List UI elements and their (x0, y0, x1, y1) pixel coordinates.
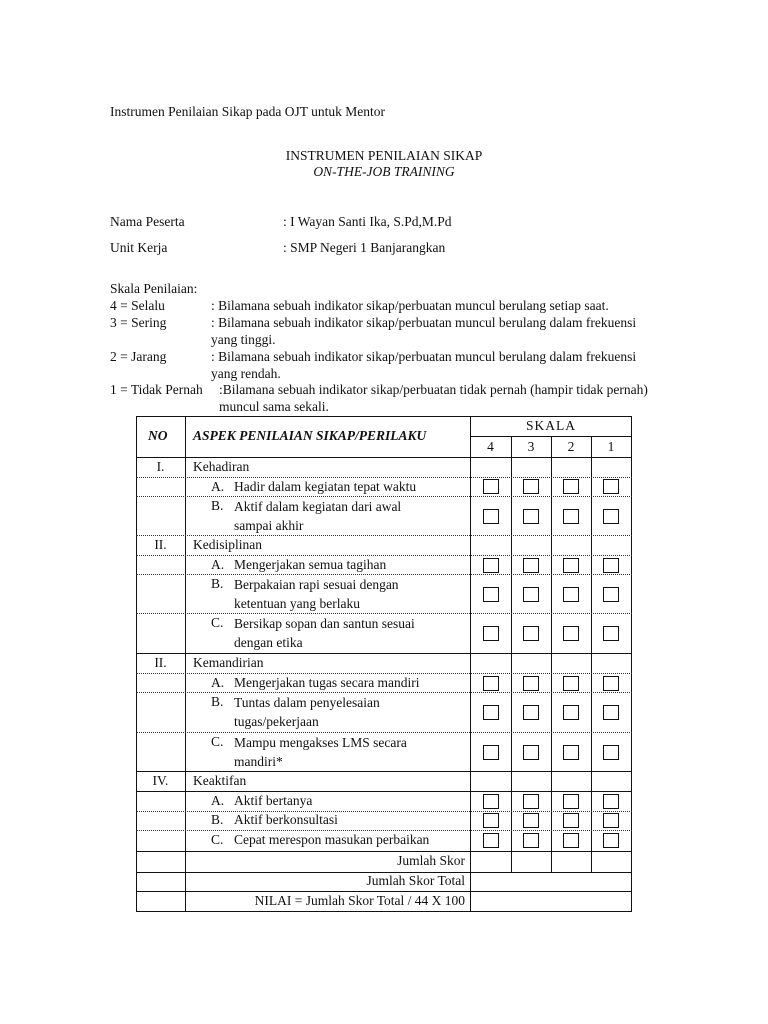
scale-checkbox-4[interactable] (483, 833, 499, 848)
scale-checkbox-3[interactable] (523, 794, 539, 809)
scale-checkbox-4[interactable] (483, 558, 499, 573)
scale-checkbox-3[interactable] (523, 479, 539, 494)
item-letter: C. (211, 734, 224, 749)
item-text: Hadir dalam kegiatan tepat waktu (234, 479, 417, 494)
item-text: Aktif berkonsultasi (234, 812, 338, 827)
name-value: : I Wayan Santi Ika, S.Pd,M.Pd (283, 214, 452, 229)
scale-checkbox-2[interactable] (563, 509, 579, 524)
scale-checkbox-2[interactable] (563, 558, 579, 573)
name-label: Nama Peserta (110, 214, 185, 229)
section-title: Kehadiran (193, 459, 250, 474)
scale-checkbox-4[interactable] (483, 745, 499, 760)
col-aspek-header: ASPEK PENILAIAN SIKAP/PERILAKU (193, 428, 427, 443)
scale-title: Skala Penilaian: (110, 281, 198, 296)
scale-checkbox-2[interactable] (563, 587, 579, 602)
scale-checkbox-1[interactable] (603, 676, 619, 691)
scale-key-3: 3 = Sering (110, 315, 167, 330)
col-no-header: NO (148, 428, 168, 443)
section-title: Kemandirian (193, 655, 264, 670)
section-no: II. (154, 655, 167, 670)
item-text: Mengerjakan semua tagihan (234, 557, 387, 572)
scale-checkbox-2[interactable] (563, 813, 579, 828)
scale-desc-3: : Bilamana sebuah indikator sikap/perbuatan muncul berulang dalam frekuensi yang tinggi. (211, 315, 637, 347)
scale-col-3: 3 (527, 439, 535, 454)
scale-col-1: 1 (607, 439, 615, 454)
scale-checkbox-4[interactable] (483, 705, 499, 720)
item-letter: B. (211, 576, 224, 591)
scale-checkbox-2[interactable] (563, 705, 579, 720)
jumlah-skor-label: Jumlah Skor (397, 853, 465, 868)
section-no: II. (154, 537, 167, 552)
item-letter: A. (211, 479, 225, 494)
item-text: Cepat merespon masukan perbaikan (234, 832, 430, 847)
item-text: Mampu mengakses LMS secara mandiri* (234, 735, 407, 769)
scale-checkbox-4[interactable] (483, 676, 499, 691)
scale-checkbox-3[interactable] (523, 813, 539, 828)
scale-checkbox-2[interactable] (563, 794, 579, 809)
scale-checkbox-3[interactable] (523, 676, 539, 691)
scale-checkbox-1[interactable] (603, 558, 619, 573)
item-text: Mengerjakan tugas secara mandiri (234, 675, 420, 690)
scale-checkbox-4[interactable] (483, 794, 499, 809)
scale-checkbox-4[interactable] (483, 587, 499, 602)
nilai-label: NILAI = Jumlah Skor Total / 44 X 100 (254, 893, 465, 908)
scale-checkbox-1[interactable] (603, 705, 619, 720)
jumlah-skor-total-label: Jumlah Skor Total (366, 873, 465, 888)
scale-key-1: 1 = Tidak Pernah (110, 382, 203, 397)
scale-checkbox-3[interactable] (523, 745, 539, 760)
scale-col-4: 4 (487, 439, 494, 454)
section-no: IV. (152, 773, 169, 788)
scale-checkbox-1[interactable] (603, 587, 619, 602)
item-letter: C. (211, 615, 224, 630)
section-no: I. (156, 459, 165, 474)
assessment-table (136, 416, 632, 912)
item-letter: A. (211, 793, 225, 808)
scale-checkbox-1[interactable] (603, 626, 619, 641)
item-letter: B. (211, 498, 224, 513)
scale-checkbox-4[interactable] (483, 626, 499, 641)
scale-checkbox-1[interactable] (603, 509, 619, 524)
item-letter: A. (211, 675, 225, 690)
item-text: Tuntas dalam penyelesaian tugas/pekerjaan (234, 695, 380, 729)
scale-key-4: 4 = Selalu (110, 298, 165, 313)
scale-col-2: 2 (567, 439, 575, 454)
item-letter: B. (211, 812, 224, 827)
scale-checkbox-1[interactable] (603, 745, 619, 760)
item-letter: B. (211, 694, 224, 709)
document-heading: Instrumen Penilaian Sikap pada OJT untuk Mentor (110, 104, 385, 119)
scale-key-2: 2 = Jarang (110, 349, 167, 364)
scale-checkbox-3[interactable] (523, 509, 539, 524)
scale-checkbox-4[interactable] (483, 509, 499, 524)
section-title: Kedisiplinan (193, 537, 262, 552)
scale-checkbox-3[interactable] (523, 833, 539, 848)
scale-checkbox-4[interactable] (483, 479, 499, 494)
scale-checkbox-4[interactable] (483, 813, 499, 828)
title-line-2: ON-THE-JOB TRAINING (313, 164, 455, 179)
scale-checkbox-2[interactable] (563, 626, 579, 641)
item-letter: C. (211, 832, 224, 847)
scale-checkbox-1[interactable] (603, 813, 619, 828)
scale-desc-2: : Bilamana sebuah indikator sikap/perbuatan muncul berulang dalam frekuensi yang rendah. (211, 349, 637, 381)
scale-checkbox-1[interactable] (603, 794, 619, 809)
scale-checkbox-3[interactable] (523, 626, 539, 641)
scale-checkbox-2[interactable] (563, 479, 579, 494)
scale-checkbox-3[interactable] (523, 587, 539, 602)
scale-checkbox-2[interactable] (563, 833, 579, 848)
col-skala-header: SKALA (525, 418, 576, 433)
scale-checkbox-1[interactable] (603, 479, 619, 494)
scale-checkbox-2[interactable] (563, 676, 579, 691)
scale-checkbox-1[interactable] (603, 833, 619, 848)
unit-value: : SMP Negeri 1 Banjarangkan (283, 240, 446, 255)
item-text: Berpakaian rapi sesuai dengan ketentuan yang berlaku (234, 577, 399, 611)
scale-desc-4: : Bilamana sebuah indikator sikap/perbuatan muncul berulang setiap saat. (211, 298, 609, 313)
scale-checkbox-3[interactable] (523, 558, 539, 573)
unit-label: Unit Kerja (110, 240, 168, 255)
title-line-1: INSTRUMEN PENILAIAN SIKAP (285, 148, 483, 163)
scale-checkbox-2[interactable] (563, 745, 579, 760)
section-title: Keaktifan (193, 773, 247, 788)
scale-desc-1: :Bilamana sebuah indikator sikap/perbuatan tidak pernah (hampir tidak pernah) muncul sama sekali. (219, 382, 648, 414)
item-letter: A. (211, 557, 225, 572)
item-text: Aktif dalam kegiatan dari awal sampai akhir (234, 499, 402, 533)
item-text: Bersikap sopan dan santun sesuai dengan etika (234, 616, 415, 650)
item-text: Aktif bertanya (234, 793, 313, 808)
scale-checkbox-3[interactable] (523, 705, 539, 720)
